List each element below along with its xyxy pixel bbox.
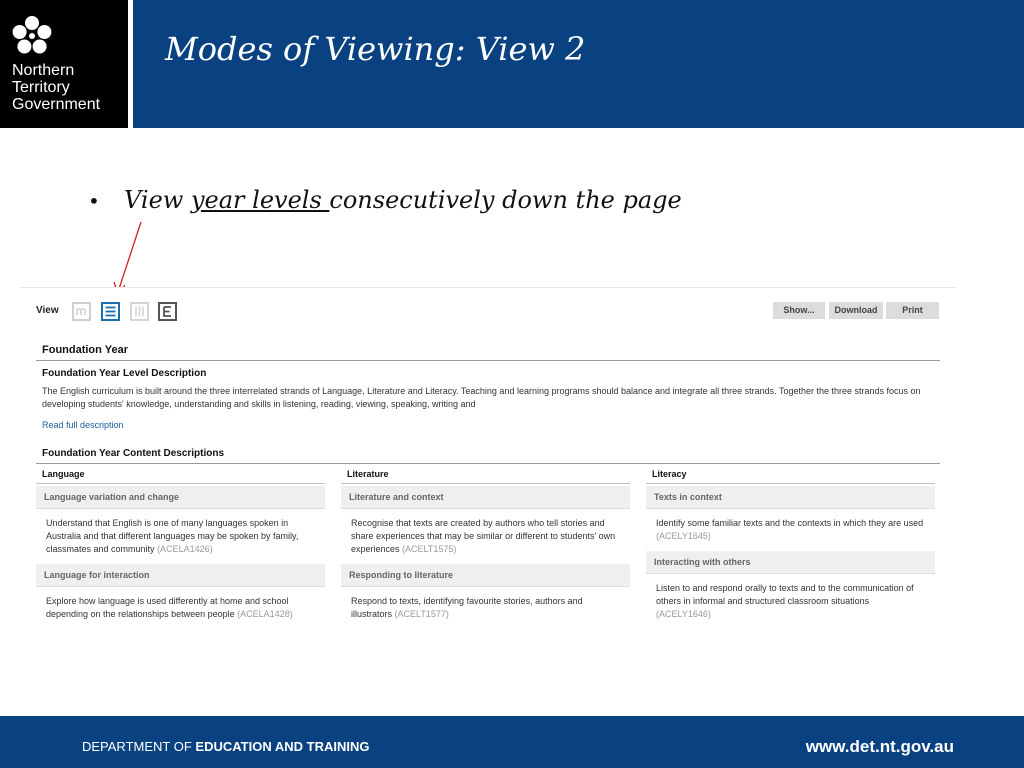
bullet-dot: • bbox=[88, 189, 100, 213]
slide-title: Modes of Viewing: View 2 bbox=[165, 30, 586, 68]
read-full-description-link[interactable]: Read full description bbox=[42, 420, 124, 430]
level-description-text: The English curriculum is built around the three interrelated strands of Language, Literature and Literacy. Teaching and learning programs should balance and integrate all three strands. Together the three strands focus on developing students' knowledge, understanding and skills in listening, reading, viewing, speaking, writing and bbox=[42, 386, 921, 409]
section-title: Foundation Year bbox=[42, 344, 128, 356]
column-literature bbox=[341, 464, 630, 625]
department-name: DEPARTMENT OF EDUCATION AND TRAINING bbox=[82, 739, 370, 754]
view-mode-4-icon[interactable] bbox=[158, 302, 177, 321]
bullet-text-underlined: year levels bbox=[190, 186, 330, 214]
column-header: Literature bbox=[341, 464, 630, 484]
curriculum-code[interactable]: (ACELT1577) bbox=[394, 609, 449, 619]
website-url: www.det.nt.gov.au bbox=[805, 737, 954, 756]
nt-government-logo bbox=[0, 0, 128, 128]
level-description-title: Foundation Year Level Description bbox=[42, 368, 207, 379]
logo-wordmark: Northern Territory Government bbox=[12, 62, 101, 113]
curriculum-screenshot bbox=[20, 287, 956, 628]
curriculum-code[interactable]: (ACELY1645) bbox=[656, 531, 711, 541]
slide-header bbox=[0, 0, 1024, 128]
view-mode-1-icon[interactable] bbox=[72, 302, 91, 321]
download-button[interactable]: Download bbox=[829, 302, 883, 319]
logo-divider bbox=[128, 0, 133, 128]
curriculum-code[interactable]: (ACELT1575) bbox=[402, 544, 457, 554]
curriculum-code[interactable]: (ACELA1426) bbox=[157, 544, 213, 554]
content-description: Identify some familiar texts and the contexts in which they are used (ACELY1645) bbox=[656, 518, 924, 541]
curriculum-code[interactable]: (ACELA1428) bbox=[237, 609, 293, 619]
column-language bbox=[36, 464, 325, 625]
column-header: Literacy bbox=[646, 464, 935, 484]
content-description: Recognise that texts are created by authors who tell stories and share experiences that may be similar or different to students' own experiences (ACELT1575) bbox=[351, 518, 616, 554]
content-description: Listen to and respond orally to texts and to the communication of others in informal and structured classroom situations (ACELY1646) bbox=[656, 583, 914, 619]
show-button[interactable]: Show... bbox=[773, 302, 825, 319]
view-mode-2-icon[interactable] bbox=[101, 302, 120, 321]
flower-emblem-icon bbox=[10, 14, 54, 58]
content-description: Understand that English is one of many languages spoken in Australia and that different languages may be spoken by family, classmates and community (ACELA1426) bbox=[46, 518, 299, 554]
content-descriptions-title: Foundation Year Content Descriptions bbox=[42, 448, 225, 459]
slide-footer bbox=[0, 716, 1024, 768]
column-literacy bbox=[646, 464, 935, 625]
sub-strand-header[interactable]: Language for interaction bbox=[36, 564, 325, 587]
view-mode-3-icon[interactable] bbox=[130, 302, 149, 321]
sub-strand-header[interactable]: Responding to literature bbox=[341, 564, 630, 587]
column-header: Language bbox=[36, 464, 325, 484]
sub-strand-header[interactable]: Interacting with others bbox=[646, 551, 935, 574]
sub-strand-header[interactable]: Literature and context bbox=[341, 486, 630, 509]
sub-strand-header[interactable]: Language variation and change bbox=[36, 486, 325, 509]
content-description: Explore how language is used differently at home and school depending on the relationships between people (ACELA1428) bbox=[46, 596, 293, 619]
bullet-point bbox=[88, 186, 682, 214]
content-description: Respond to texts, identifying favourite stories, authors and illustrators (ACELT1577) bbox=[351, 596, 583, 619]
curriculum-code[interactable]: (ACELY1646) bbox=[656, 609, 711, 619]
sub-strand-header[interactable]: Texts in context bbox=[646, 486, 935, 509]
view-label: View bbox=[36, 305, 59, 316]
bullet-text-post: consecutively down the page bbox=[329, 186, 682, 214]
print-button[interactable]: Print bbox=[886, 302, 939, 319]
bullet-text-pre: View bbox=[124, 186, 191, 214]
section-divider bbox=[36, 360, 940, 361]
